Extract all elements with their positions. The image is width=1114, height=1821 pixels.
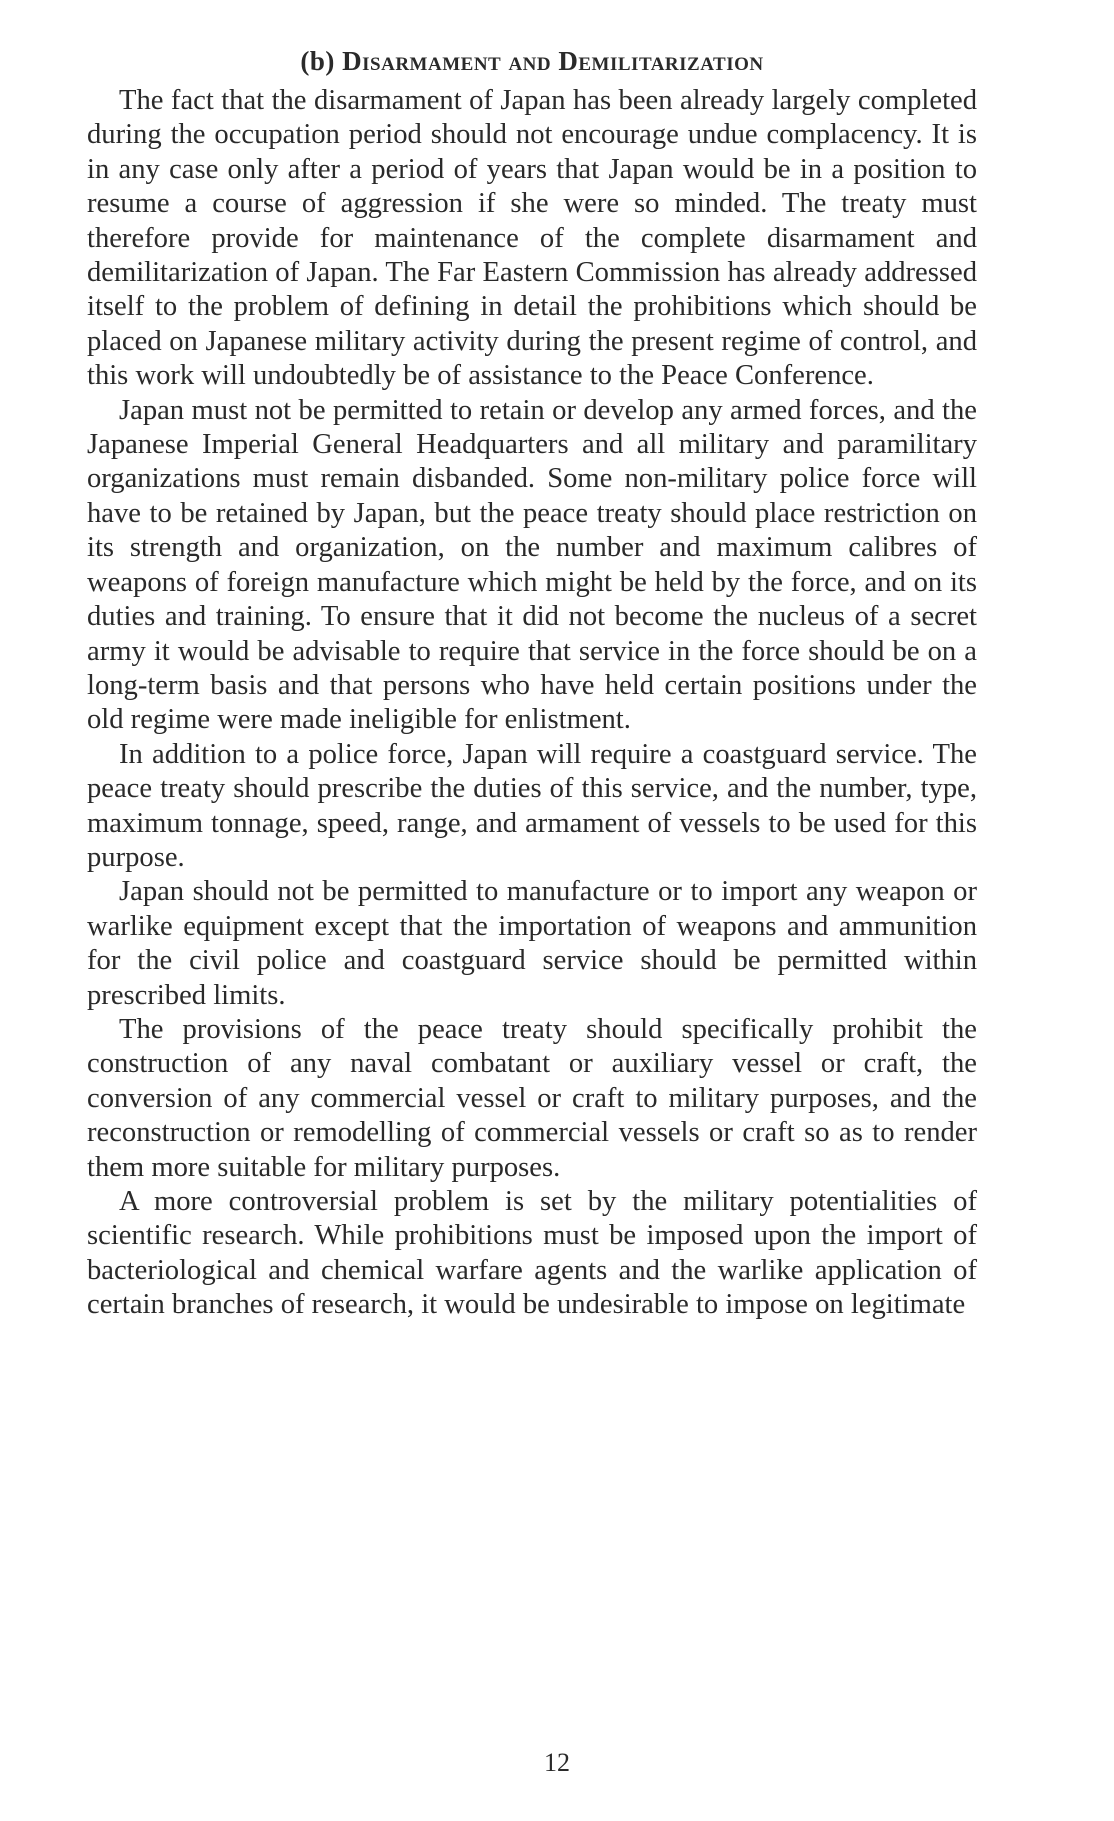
paragraph-5: The provisions of the peace treaty should specifically prohibit the construction of any naval combatant or auxiliary vessel or craft, the conversion of any commercial vessel or craft to military purposes, and the reconstruction or remodelling of commercial vessels or craft so as to render them more suitable for military purposes. [87, 1013, 977, 1183]
section-label: (b) [300, 46, 335, 76]
page-number: 12 [544, 1748, 570, 1777]
paragraph-2: Japan must not be permitted to retain or develop any armed forces, and the Japanese Imperial General Headquarters and all military and paramilitary organizations must remain disbanded. Some non-military police force will have to be retained by Japan, but the peace treaty should place restriction on its strength and organization, on the number and maximum calibres of weapons of foreign manufacture which might be held by the force, and on its duties and training. To ensure that it did not become the nucleus of a secret army it would be advisable to require that service in the force should be on a long-term basis and that persons who have held certain positions under the old regime were made ineligible for enlistment. [87, 394, 977, 736]
page-content [87, 44, 977, 1323]
paragraph-6: A more controversial problem is set by the military potentialities of scientific research. While prohibitions must be imposed upon the import of bacteriological and chemical warfare agents and the warlike application of certain branches of research, it would be undesirable to impose on legitimate [87, 1186, 977, 1321]
section-heading [87, 44, 977, 78]
section-title: Disarmament and Demilitarization [342, 46, 764, 76]
paragraph-3: In addition to a police force, Japan will require a coastguard service. The peace treaty should prescribe the duties of this service, and the number, type, maximum tonnage, speed, range, and armament of vessels to be used for this purpose. [87, 738, 977, 873]
paragraph-4: Japan should not be permitted to manufacture or to import any weapon or warlike equipment except that the importation of weapons and ammunition for the civil police and coastguard service should be permitted within prescribed limits. [87, 876, 977, 1011]
paragraph-1: The fact that the disarmament of Japan has been already largely completed during the occupation period should not encourage undue complacency. It is in any case only after a period of years that Japan would be in a position to resume a course of aggression if she were so minded. The treaty must therefore provide for maintenance of the complete disarmament and demilitarization of Japan. The Far Eastern Commission has already addressed itself to the problem of defining in detail the prohibitions which should be placed on Japanese military activity during the present regime of control, and this work will undoubtedly be of assistance to the Peace Conference. [87, 85, 977, 392]
